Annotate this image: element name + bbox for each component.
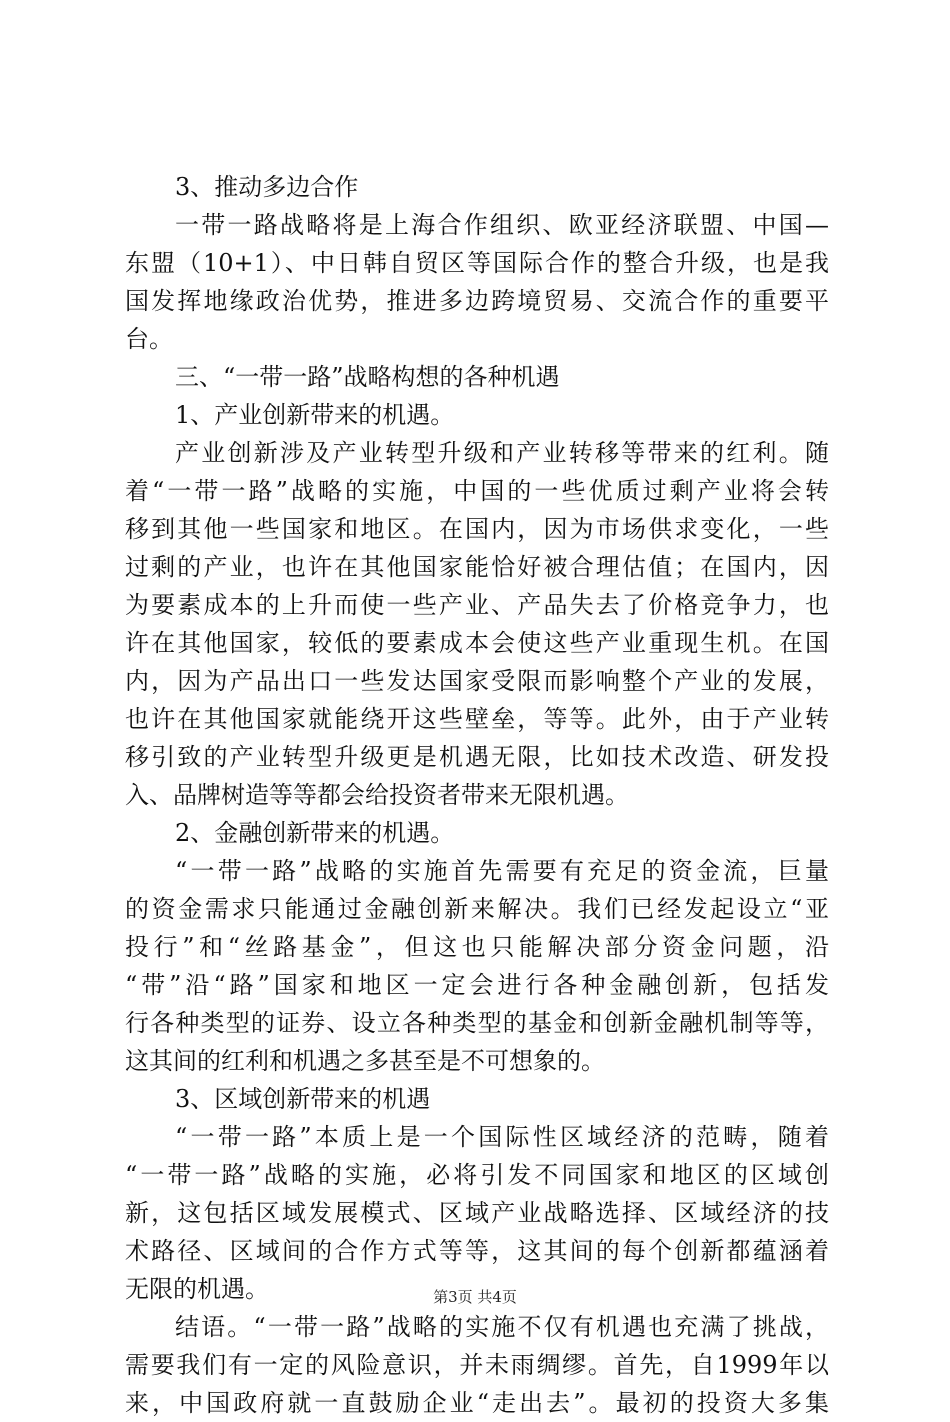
- subheading-industrial-innovation: 1、产业创新带来的机遇。: [175, 401, 455, 429]
- conclusion-line: 需要我们有一定的风险意识，并未雨绸缪。首先，自1999年以: [125, 1351, 829, 1379]
- paragraph-line: 过剩的产业，也许在其他国家能恰好被合理估值；在国内，因: [125, 553, 829, 581]
- conclusion-line: 来，中国政府就一直鼓励企业“走出去”。最初的投资大多集: [125, 1389, 829, 1417]
- paragraph-line: 入、品牌树造等等都会给投资者带来无限机遇。: [125, 781, 629, 809]
- subheading-financial-innovation: 2、金融创新带来的机遇。: [175, 819, 455, 847]
- paragraph-line: “一带一路”战略的实施，必将引发不同国家和地区的区域创: [125, 1161, 829, 1189]
- paragraph-line: 也许在其他国家就能绕开这些壁垒，等等。此外，由于产业转: [125, 705, 829, 733]
- paragraph-line: 台。: [125, 325, 173, 353]
- paragraph-line: 许在其他国家，较低的要素成本会使这些产业重现生机。在国: [125, 629, 829, 657]
- page-number-footer: 第3页 共4页: [433, 1288, 517, 1306]
- paragraph-line: “一带一路”本质上是一个国际性区域经济的范畴，随着: [175, 1123, 829, 1151]
- paragraph-line: 移引致的产业转型升级更是机遇无限，比如技术改造、研发投: [125, 743, 829, 771]
- paragraph-line: “一带一路”战略的实施首先需要有充足的资金流，巨量: [175, 857, 829, 885]
- paragraph-line: 的资金需求只能通过金融创新来解决。我们已经发起设立“亚: [125, 895, 829, 923]
- conclusion-line: 结语。“一带一路”战略的实施不仅有机遇也充满了挑战，: [175, 1313, 829, 1341]
- paragraph-line: 行各种类型的证券、设立各种类型的基金和创新金融机制等等，: [125, 1009, 829, 1037]
- paragraph-line: 移到其他一些国家和地区。在国内，因为市场供求变化，一些: [125, 515, 829, 543]
- heading-promote-multilateral-cooperation: 3、推动多边合作: [175, 173, 359, 201]
- paragraph-line: 新，这包括区域发展模式、区域产业战略选择、区域经济的技: [125, 1199, 829, 1227]
- subheading-regional-innovation: 3、区域创新带来的机遇: [175, 1085, 431, 1113]
- paragraph-line: 无限的机遇。: [125, 1275, 269, 1303]
- paragraph-line: 产业创新涉及产业转型升级和产业转移等带来的红利。随: [175, 439, 829, 467]
- paragraph-line: 国发挥地缘政治优势，推进多边跨境贸易、交流合作的重要平: [125, 287, 829, 315]
- paragraph-line: 内，因为产品出口一些发达国家受限而影响整个产业的发展，: [125, 667, 829, 695]
- paragraph-line: 术路径、区域间的合作方式等等，这其间的每个创新都蕴涵着: [125, 1237, 829, 1265]
- section-heading-opportunities: 三、“一带一路”战略构想的各种机遇: [175, 363, 560, 391]
- paragraph-line: 为要素成本的上升而使一些产业、产品失去了价格竞争力，也: [125, 591, 829, 619]
- paragraph-line: 着“一带一路”战略的实施，中国的一些优质过剩产业将会转: [125, 477, 829, 505]
- paragraph-line: 东盟（10+1）、中日韩自贸区等国际合作的整合升级，也是我: [125, 249, 829, 277]
- paragraph-line: 一带一路战略将是上海合作组织、欧亚经济联盟、中国—: [175, 211, 829, 239]
- document-body: [125, 168, 829, 1422]
- paragraph-line: “带”沿“路”国家和地区一定会进行各种金融创新，包括发: [125, 971, 829, 999]
- paragraph-line: 这其间的红利和机遇之多甚至是不可想象的。: [125, 1047, 605, 1075]
- paragraph-line: 投行”和“丝路基金”，但这也只能解决部分资金问题，沿: [125, 933, 829, 961]
